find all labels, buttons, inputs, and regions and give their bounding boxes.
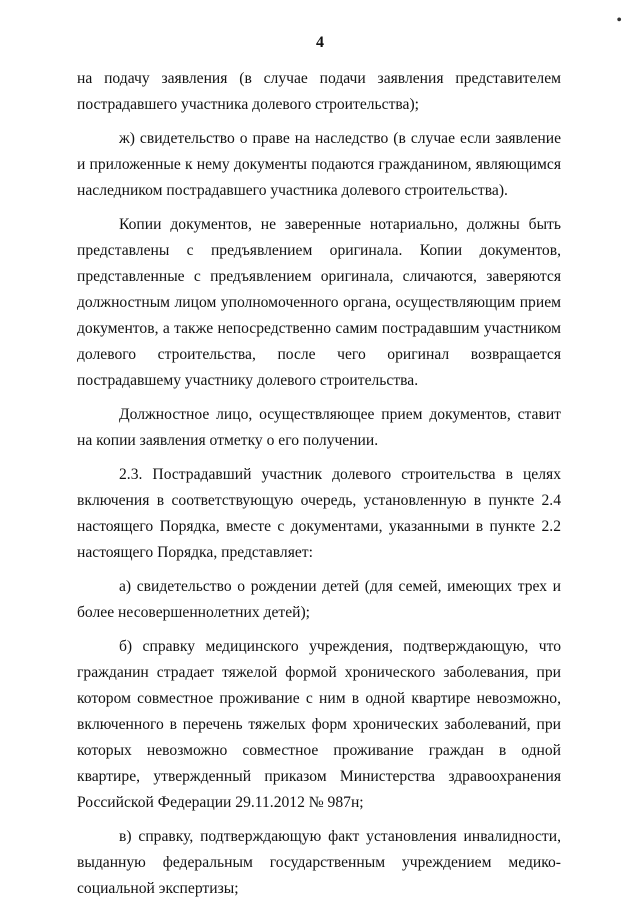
scan-corner-mark: • — [616, 12, 622, 29]
paragraph-item-a: а) свидетельство о рождении детей (для семей, имеющих трех и более несовершеннолетних детей); — [77, 578, 561, 621]
paragraph-continuation: на подачу заявления (в случае подачи заявления представителем пострадавшего участника долевого строительства); — [77, 70, 561, 113]
paragraph-section-2-3: 2.3. Пострадавший участник долевого строительства в целях включения в соответствующую очередь, установленную в пункте 2.4 настоящего Порядка, вместе с документами, указанными в пункте 2.2 настоящего Порядка, представляет: — [77, 466, 561, 561]
paragraph-official-mark: Должностное лицо, осуществляющее прием документов, ставит на копии заявления отметку о его получении. — [77, 406, 561, 449]
paragraph-copies: Копии документов, не заверенные нотариально, должны быть представлены с предъявлением оригинала. Копии документов, представленные с предъявлением оригинала, сличаются, заверяются должностным лицом уполномоченного органа, осуществляющим прием документов, а также непосредственно самим пострадавшим участником долевого строительства, после чего оригинал возвращается пострадавшему участнику долевого строительства. — [77, 216, 561, 389]
document-body — [77, 66, 561, 910]
paragraph-item-v: в) справку, подтверждающую факт установления инвалидности, выданную федеральным государственным учреждением медико-социальной экспертизы; — [77, 828, 561, 897]
paragraph-item-zh: ж) свидетельство о праве на наследство (в случае если заявление и приложенные к нему документы подаются гражданином, являющимся наследником пострадавшего участника долевого строительства). — [77, 130, 561, 199]
paragraph-item-b: б) справку медицинского учреждения, подтверждающую, что гражданин страдает тяжелой формой хронического заболевания, при котором совместное проживание с ним в одной квартире невозможно, включенного в перечень тяжелых форм хронических заболеваний, при которых невозможно совместное проживание граждан в одной квартире, утвержденный приказом Министерства здравоохранения Российской Федерации 29.11.2012 № 987н; — [77, 638, 561, 811]
page-number: 4 — [316, 34, 324, 51]
